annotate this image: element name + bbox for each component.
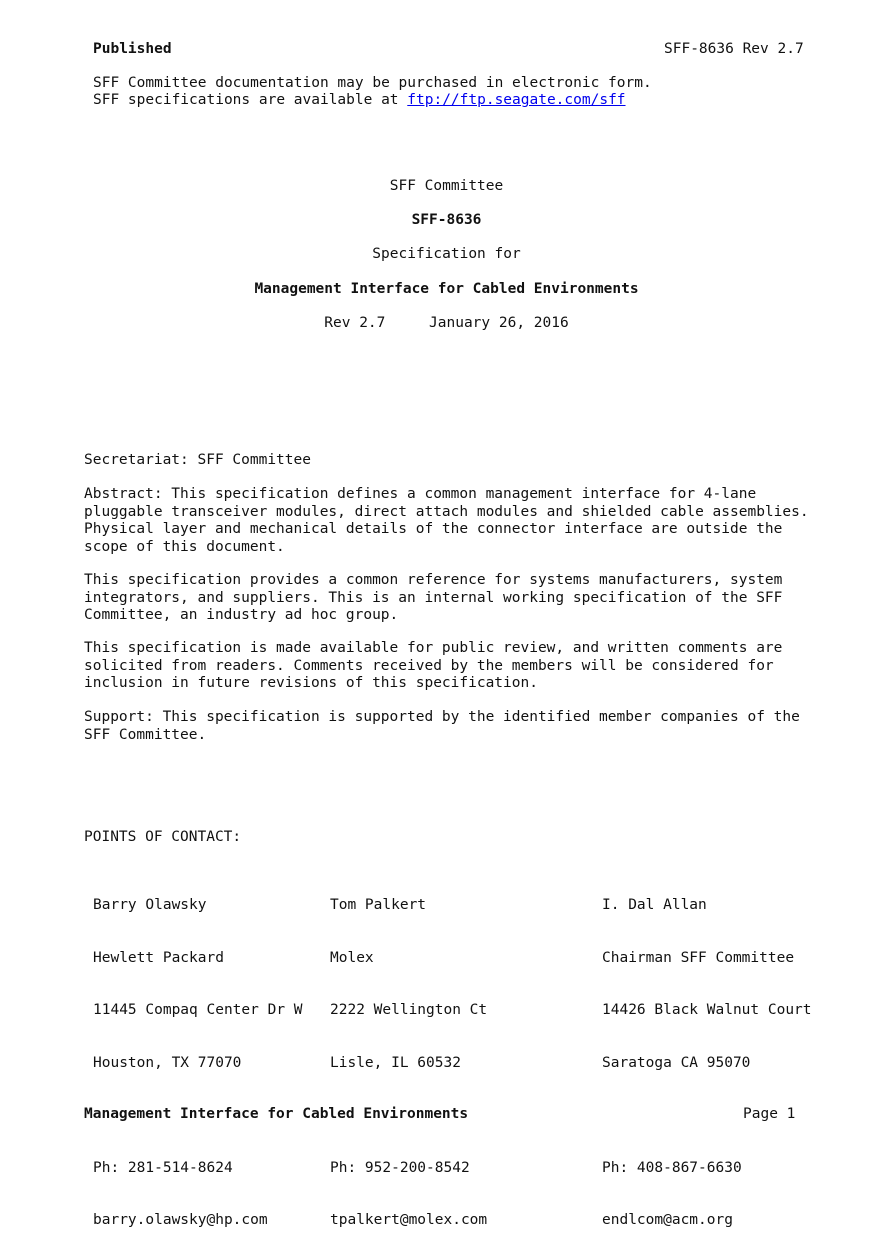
secretariat: Secretariat: SFF Committee — [84, 452, 311, 468]
contact-name: Tom Palkert — [330, 897, 427, 913]
contact-name: I. Dal Allan — [602, 897, 707, 913]
contact-address-line1: 14426 Black Walnut Court — [602, 1002, 812, 1018]
contact-phone: Ph: 408-867-6630 — [602, 1159, 742, 1176]
document-title: Management Interface for Cabled Environments — [254, 281, 639, 297]
contact-card — [602, 862, 812, 1247]
reference-paragraph: This specification provides a common reference for systems manufacturers, system integrators, and suppliers. This is an internal working specification of the SFF Committee, an industry ad hoc group. — [84, 572, 783, 623]
review-paragraph: This specification is made available for public review, and written comments are solicited from readers. Comments received by the members will be considered for inclusion in future revisions of this specification. — [84, 640, 783, 691]
contact-email: tpalkert@molex.com — [330, 1212, 488, 1228]
publication-status: Published — [93, 41, 172, 57]
committee-name: SFF Committee — [389, 178, 504, 194]
specification-for: Specification for — [372, 246, 521, 262]
contact-address-line2: Lisle, IL 60532 — [330, 1054, 461, 1071]
contact-phone: Ph: 281-514-8624 — [93, 1159, 233, 1176]
contact-card — [330, 862, 487, 1247]
contacts-heading: POINTS OF CONTACT: — [84, 829, 242, 845]
revision-date: Rev 2.7 January 26, 2016 — [324, 315, 569, 331]
support-paragraph: Support: This specification is supported by the identified member companies of the SFF Committee. — [84, 709, 800, 743]
page-number: Page 1 — [743, 1106, 796, 1122]
ftp-link[interactable]: ftp://ftp.seagate.com/sff — [407, 92, 626, 108]
availability-prefix: SFF specifications are available at — [93, 92, 408, 108]
abstract-paragraph: Abstract: This specification defines a common management interface for 4-lane pluggable transceiver modules, direct attach modules and shielded cable assemblies. Physical layer and mechanical details of the connector interface are outside the scope of this document. — [84, 486, 809, 555]
availability-line — [93, 92, 626, 110]
footer-title: Management Interface for Cabled Environments — [84, 1106, 469, 1122]
contact-organization: Hewlett Packard — [93, 949, 224, 966]
contact-name: Barry Olawsky — [93, 897, 207, 913]
contact-phone: Ph: 952-200-8542 — [330, 1159, 470, 1176]
contact-card — [93, 862, 303, 1247]
document-id: SFF-8636 — [411, 212, 482, 228]
contact-organization: Chairman SFF Committee — [602, 949, 795, 966]
contact-address-line1: 2222 Wellington Ct — [330, 1002, 488, 1018]
contact-email: barry.olawsky@hp.com — [93, 1212, 268, 1228]
contact-address-line1: 11445 Compaq Center Dr W — [93, 1002, 303, 1018]
contact-email: endlcom@acm.org — [602, 1212, 733, 1228]
contact-address-line2: Houston, TX 77070 — [93, 1054, 242, 1071]
document-revision: SFF-8636 Rev 2.7 — [664, 41, 804, 57]
contact-address-line2: Saratoga CA 95070 — [602, 1054, 751, 1071]
purchase-note: SFF Committee documentation may be purchased in electronic form. — [93, 75, 652, 91]
contact-organization: Molex — [330, 949, 374, 966]
